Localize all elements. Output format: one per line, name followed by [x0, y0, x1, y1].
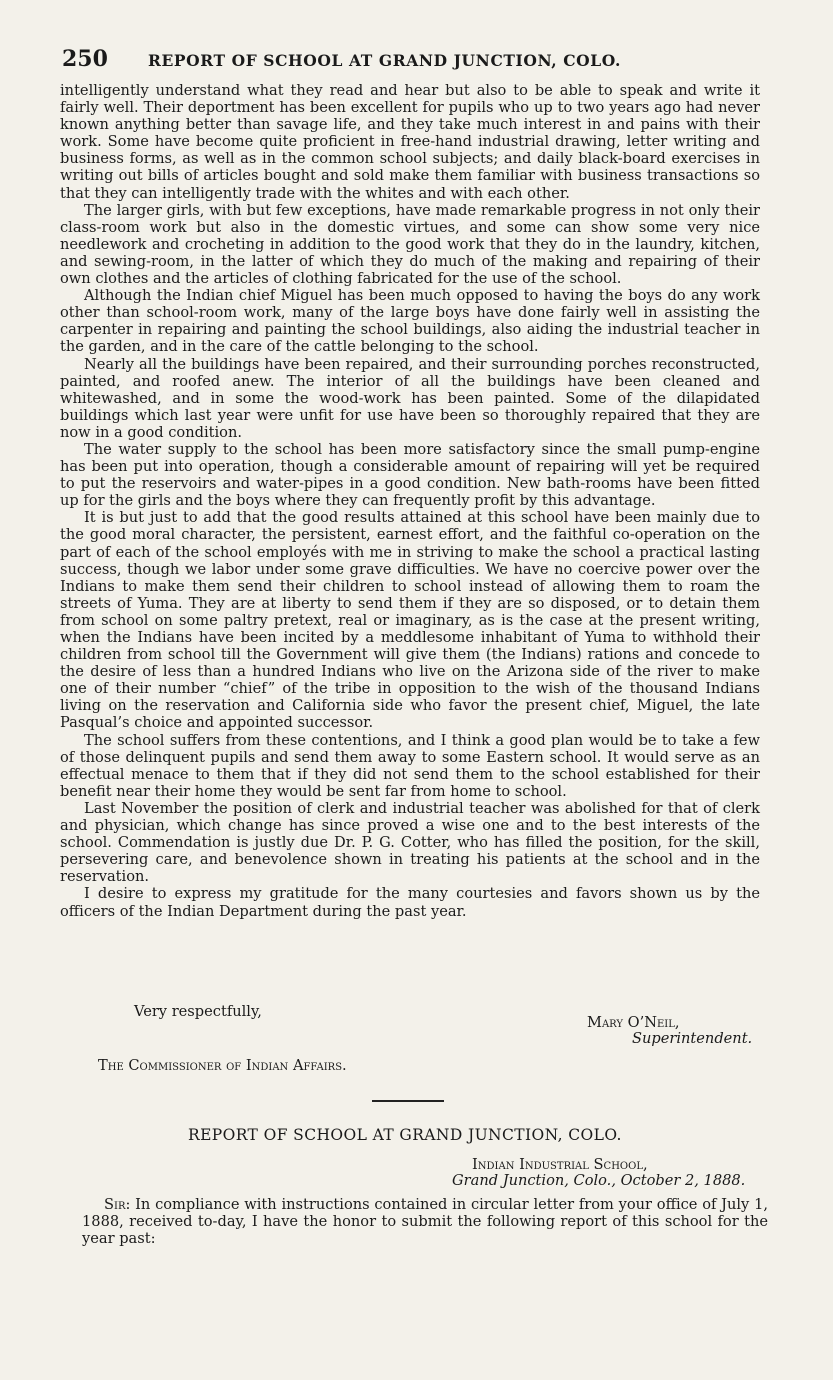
- closing-line: Very respectfully,: [134, 1003, 262, 1020]
- paragraph: Nearly all the buildings have been repaired, and their surrounding porches reconstructed, painted, and roofed anew. The interior of all the buildings have been cleaned and whitewashed, and in some the wood-work has been painted. Some of the dilapidated buildings which last year were unfit for use have been so thoroughly repaired that they are now in a good condition.: [60, 355, 760, 441]
- school-name: Indian Industrial School,: [472, 1156, 648, 1173]
- paragraph: I desire to express my gratitude for the many courtesies and favors shown us by the officers of the Indian Department during the past year.: [60, 885, 760, 920]
- paragraph: The water supply to the school has been more satisfactory since the small pump-engine has been put into operation, though a considerable amount of repairing will yet be required to put the reservoirs and water-pipes in a good condition. New bath-rooms have been fitted up for the girls and the boys where they can frequently profit by this advantage.: [60, 440, 760, 510]
- report-body: [60, 82, 760, 920]
- place-date: Grand Junction, Colo., October 2, 1888.: [452, 1172, 746, 1189]
- paragraph: It is but just to add that the good results attained at this school have been mainly due to the good moral character, the persistent, earnest effort, and the faithful co-operation on the part of each of the school employés with me in striving to make the school a practical lasting success, though we labor under some grave difficulties. We have no coercive power over the Indians to make them send their children to school instead of allowing them to roam the streets of Yuma. They are at liberty to send them if they are so disposed, or to detain them from school on some paltry pretext, real or imaginary, as is the case at the present writing, when the Indians have been incited by a meddlesome inhabitant of Yuma to withhold their children from school till the Government will give them (the Indians) rations and concede to the desire of less than a hundred Indians who live on the Arizona side of the river to make one of their number “chief” of the tribe in opposition to the wish of the thousand Indians living on the reservation and California side who favor the present chief, Miguel, the late Pasqual’s choice and appointed successor.: [60, 509, 760, 732]
- running-title: REPORT OF SCHOOL AT GRAND JUNCTION, COLO.: [148, 51, 621, 70]
- running-header: [62, 46, 762, 72]
- signer-name: Mary O’Neil,: [587, 1014, 680, 1031]
- paragraph: The larger girls, with but few exceptions, have made remarkable progress in not only their class-room work but also in the domestic virtues, and some can show some very nice needlework and crocheting in addition to the good work that they do in the laundry, kitchen, and sewing-room, in the latter of which they do much of the making and repairing of their own clothes and the articles of clothing fabricated for the use of the school.: [60, 201, 760, 288]
- section-divider: [372, 1100, 444, 1102]
- section-heading: REPORT OF SCHOOL AT GRAND JUNCTION, COLO.: [188, 1126, 622, 1144]
- paragraph: The school suffers from these contentions, and I think a good plan would be to take a few of those delinquent pupils and send them away to some Eastern school. It would serve as an effectual menace to them that if they did not send them to the school established for their benefit near their home they would be sent far from home to school.: [60, 731, 760, 800]
- page-number: 250: [62, 46, 108, 72]
- paragraph: intelligently understand what they read and hear but also to be able to speak and write it fairly well. Their deportment has been excellent for pupils who up to two years ago had never known anything better than savage life, and they take much interest in and pains with their work. Some have become quite proficient in free-hand industrial drawing, letter writing and business forms, as well as in the common school subjects; and daily black-board exercises in writing out bills of articles bought and sold make them familiar with business transactions so that they can intelligently trade with the whites and with each other.: [60, 82, 760, 202]
- paragraph: Last November the position of clerk and industrial teacher was abolished for that of clerk and physician, which change has since proved a wise one and to the best interests of the school. Commendation is justly due Dr. P. G. Cotter, who has filled the position, for the skill, persevering care, and benevolence shown in treating his patients at the school and in the reservation.: [60, 799, 760, 886]
- salutation: Sir:: [104, 1196, 131, 1213]
- letter-text: In compliance with instructions contained in circular letter from your office of July 1, 1888, received to-day, I have the honor to submit the following report of this school for the year past:: [82, 1196, 768, 1248]
- signer-title: Superintendent.: [632, 1030, 753, 1047]
- paragraph: Although the Indian chief Miguel has been much opposed to having the boys do any work other than school-room work, many of the large boys have done fairly well in assisting the carpenter in repairing and painting the school buildings, also aiding the industrial teacher in the garden, and in the care of the cattle belonging to the school.: [60, 287, 760, 356]
- addressee: The Commissioner of Indian Affairs.: [98, 1057, 347, 1074]
- letter-body: [82, 1196, 768, 1247]
- letter-paragraph: [82, 1196, 768, 1247]
